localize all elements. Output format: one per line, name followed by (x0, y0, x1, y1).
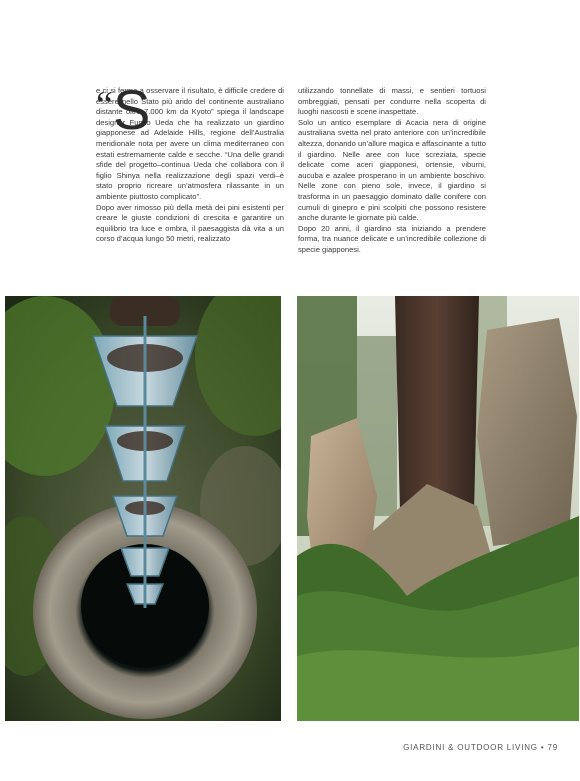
footer-separator: • (540, 743, 545, 752)
article-column-left (96, 78, 284, 245)
page-number: 79 (547, 743, 558, 752)
article-column-right (298, 86, 486, 256)
article-paragraph: Dopo aver rimosso più della metà dei pini esistenti per creare le giuste condizioni di crescita e garantire un equilibrio tra luce e ombra, il paesaggista dà vita a un corso d’acqua lungo 50 metri, realizzato (96, 202, 284, 244)
magazine-name: GIARDINI & OUTDOOR LIVING (403, 743, 538, 752)
drop-cap-letter: S (113, 78, 151, 141)
photo-stone-garden (297, 296, 579, 721)
stone-garden-illustration (297, 296, 579, 721)
page-footer (403, 743, 558, 752)
article-paragraph: utilizzando tonnellate di massi, e sentieri tortuosi ombreggiati, pensati per condurre nella scoperta di luoghi nascosti e scene inaspettate. (298, 86, 486, 117)
photo-rain-chain (5, 296, 281, 721)
lead-paragraph: e ci si ferma a osservare il risultato, è difficile credere di essere nello Stato più arido del continente australiano distante oltre 7.000 km da Kyoto” spiega il landscape designer Fumio Ueda che ha realizzato un giardino giapponese ad Adelaide Hills, regione dell’Australia meridionale nota per avere un clima mediterraneo con estati estremamente calde e secche. “Una delle grandi sfide del progetto–continua Ueda che collabora con il figlio Shinya nella realizzazione degli spazi verdi–è stato proprio ricreare un’atmosfera rilassante in un ambiente piuttosto complicato”. (96, 86, 284, 201)
opening-quote-mark: “ (96, 84, 113, 126)
article-paragraph: Dopo 20 anni, il giardino sta iniziando a prendere forma, tra nuance delicate e un’incredibile collezione di specie giapponesi. (298, 223, 486, 254)
rain-chain-illustration (5, 296, 281, 721)
article-paragraph: Solo un antico esemplare di Acacia nera di origine australiana svetta nel prato anteriore con un’incredibile altezza, donando un’allure magica e affascinante a tutto il giardino. Nelle aree con luce screziata, specie delicate come aceri giapponesi, ortensie, viburni, aucuba e azalee prosperano in un ambiente boschivo. Nelle zone con pieno sole, invece, il giardino si trasforma in un paesaggio dominato dalle conifere con cumuli di ginepro e pini scolpiti che possono resistere anche durante le giornate più calde. (298, 117, 486, 223)
